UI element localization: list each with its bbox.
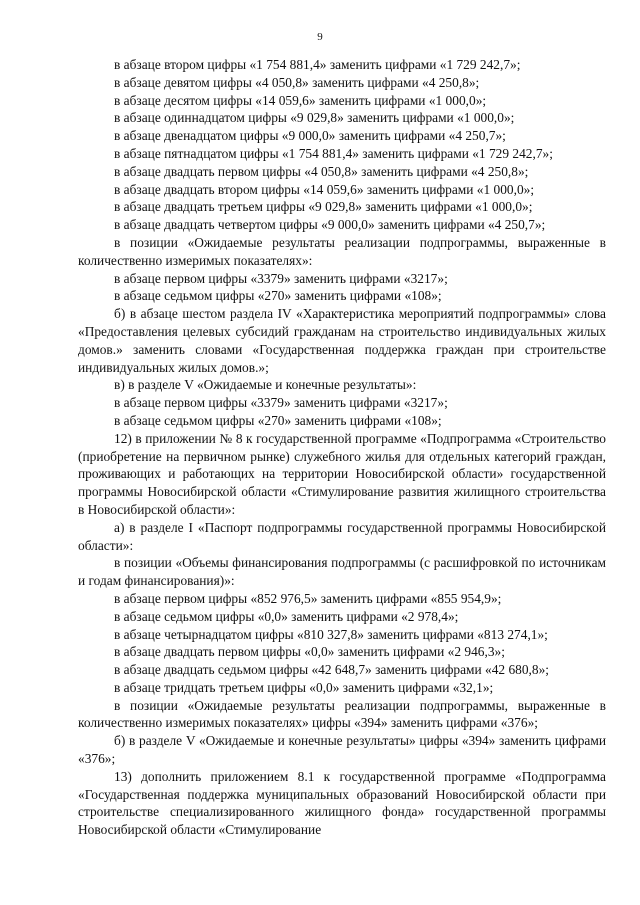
paragraph: 13) дополнить приложением 8.1 к государственной программе «Подпрограмма «Государственная поддержка муниципальных образований Новосибирской области при строительстве специализированного жилищного фонда» государственной программы Новосибирской области «Стимулирование	[78, 768, 606, 838]
paragraph: в абзаце втором цифры «1 754 881,4» заменить цифрами «1 729 242,7»;	[114, 57, 521, 72]
paragraph: в абзаце двадцать первом цифры «4 050,8» заменить цифрами «4 250,8»;	[114, 163, 529, 179]
paragraph: в абзаце двадцать втором цифры «14 059,6» заменить цифрами «1 000,0»;	[114, 181, 535, 197]
paragraph: в абзаце седьмом цифры «0,0» заменить цифрами «2 978,4»;	[114, 608, 459, 624]
paragraph: в абзаце двадцать третьем цифры «9 029,8» заменить цифрами «1 000,0»;	[114, 199, 533, 215]
paragraph: в абзаце четырнадцатом цифры «810 327,8» заменить цифрами «813 274,1»;	[114, 626, 548, 642]
paragraph: в абзаце седьмом цифры «270» заменить цифрами «108»;	[114, 412, 442, 428]
paragraph: в абзаце двадцать первом цифры «0,0» заменить цифрами «2 946,3»;	[114, 644, 505, 660]
paragraph: в позиции «Ожидаемые результаты реализации подпрограммы, выраженные в количественно измеримых показателях»:	[78, 234, 606, 268]
paragraph: в абзаце первом цифры «3379» заменить цифрами «3217»;	[114, 395, 448, 411]
page-number: 9	[317, 31, 323, 43]
paragraph: б) в абзаце шестом раздела IV «Характеристика мероприятий подпрограммы» слова «Предоставления целевых субсидий гражданам на строительство индивидуальных жилых домов.» заменить словами «Государственная поддержка граждан при строительстве индивидуальных жилых домов.»;	[78, 306, 606, 375]
paragraph: в абзаце одиннадцатом цифры «9 029,8» заменить цифрами «1 000,0»;	[114, 110, 515, 126]
paragraph: в абзаце первом цифры «852 976,5» заменить цифрами «855 954,9»;	[114, 590, 502, 606]
paragraph: в абзаце тридцать третьем цифры «0,0» заменить цифрами «32,1»;	[114, 679, 494, 695]
paragraph: в абзаце седьмом цифры «270» заменить цифрами «108»;	[114, 288, 442, 304]
paragraph: в позиции «Ожидаемые результаты реализации подпрограммы, выраженные в количественно измеримых показателях» цифры «394» заменить цифрами «376»;	[78, 697, 606, 731]
paragraph: в позиции «Объемы финансирования подпрограммы (с расшифровкой по источникам и годам финансирования)»:	[78, 555, 606, 589]
paragraph: в абзаце первом цифры «3379» заменить цифрами «3217»;	[114, 270, 448, 286]
paragraph: в абзаце девятом цифры «4 050,8» заменить цифрами «4 250,8»;	[114, 74, 480, 90]
paragraph: в абзаце пятнадцатом цифры «1 754 881,4» заменить цифрами «1 729 242,7»;	[114, 145, 553, 161]
paragraph: в абзаце десятом цифры «14 059,6» заменить цифрами «1 000,0»;	[114, 92, 487, 108]
document-body	[78, 56, 606, 839]
paragraph: в абзаце двадцать четвертом цифры «9 000,0» заменить цифрами «4 250,7»;	[114, 217, 546, 233]
paragraph: 12) в приложении № 8 к государственной программе «Подпрограмма «Строительство (приобретение на первичном рынке) служебного жилья для отдельных категорий граждан, проживающих и работающих на территории Новосибирской области» государственной программы Новосибирской области «Стимулирование развития жилищного строительства в Новосибирской области»:	[78, 430, 606, 517]
paragraph: в) в разделе V «Ожидаемые и конечные результаты»:	[114, 377, 417, 393]
paragraph: в абзаце двадцать седьмом цифры «42 648,7» заменить цифрами «42 680,8»;	[114, 662, 549, 678]
paragraph: в абзаце двенадцатом цифры «9 000,0» заменить цифрами «4 250,7»;	[114, 128, 506, 144]
paragraph: а) в разделе I «Паспорт подпрограммы государственной программы Новосибирской области»:	[78, 519, 606, 553]
paragraph: б) в разделе V «Ожидаемые и конечные результаты» цифры «394» заменить цифрами «376»;	[78, 733, 606, 767]
